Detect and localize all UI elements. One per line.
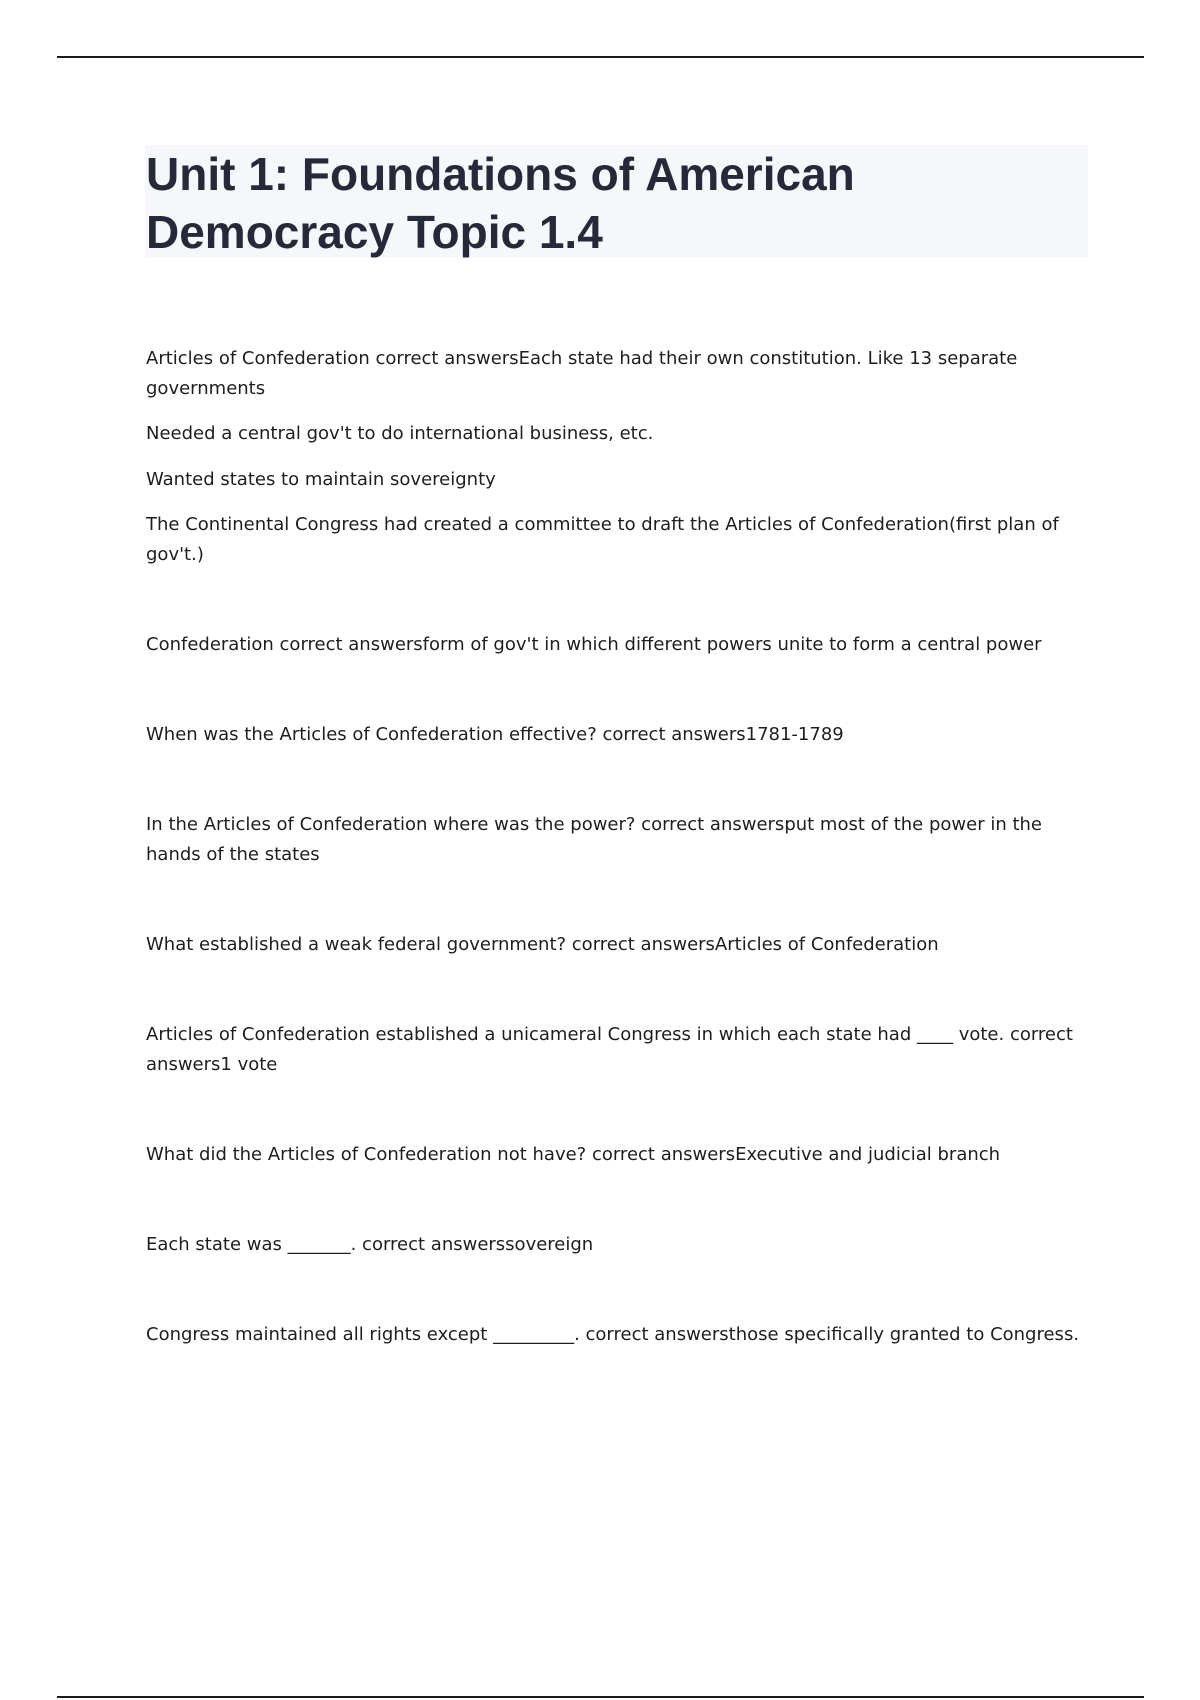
entry-block bbox=[146, 1140, 1086, 1170]
entry-paragraph: Articles of Confederation established a unicameral Congress in which each state had ____ vote. correct answers1 vote bbox=[146, 1024, 1073, 1075]
entry-paragraph: Each state was _______. correct answerssovereign bbox=[146, 1234, 594, 1255]
entry-block bbox=[146, 344, 1086, 570]
entry-block bbox=[146, 810, 1086, 870]
entry-block bbox=[146, 630, 1086, 660]
entry-paragraph: Congress maintained all rights except _________. correct answersthose specifically granted to Congress. bbox=[146, 1324, 1080, 1345]
top-rule bbox=[57, 56, 1144, 58]
entry-paragraph: Confederation correct answersform of gov't in which different powers unite to form a central power bbox=[146, 634, 1042, 655]
page-title: Unit 1: Foundations of American Democracy Topic 1.4 bbox=[146, 148, 855, 258]
bottom-rule bbox=[57, 1696, 1144, 1698]
entry-paragraph: Needed a central gov't to do international business, etc. bbox=[146, 423, 654, 444]
entry-block bbox=[146, 720, 1086, 750]
entry-block bbox=[146, 930, 1086, 960]
entry-paragraph: Articles of Confederation correct answersEach state had their own constitution. Like 13 separate governments bbox=[146, 348, 1018, 399]
entry-paragraph: When was the Articles of Confederation effective? correct answers1781-1789 bbox=[146, 724, 844, 745]
entry-paragraph: The Continental Congress had created a committee to draft the Articles of Confederation(first plan of gov't.) bbox=[146, 514, 1059, 565]
document-body bbox=[146, 344, 1086, 1350]
entry-paragraph: Wanted states to maintain sovereignty bbox=[146, 469, 496, 490]
entry-block bbox=[146, 1230, 1086, 1260]
entry-paragraph: What established a weak federal government? correct answersArticles of Confederation bbox=[146, 934, 939, 955]
entry-paragraph: What did the Articles of Confederation not have? correct answersExecutive and judicial branch bbox=[146, 1144, 1001, 1165]
title-banner bbox=[145, 145, 1088, 257]
entry-paragraph: In the Articles of Confederation where was the power? correct answersput most of the power in the hands of the states bbox=[146, 814, 1042, 865]
entry-block bbox=[146, 1320, 1086, 1350]
entry-block bbox=[146, 1020, 1086, 1080]
